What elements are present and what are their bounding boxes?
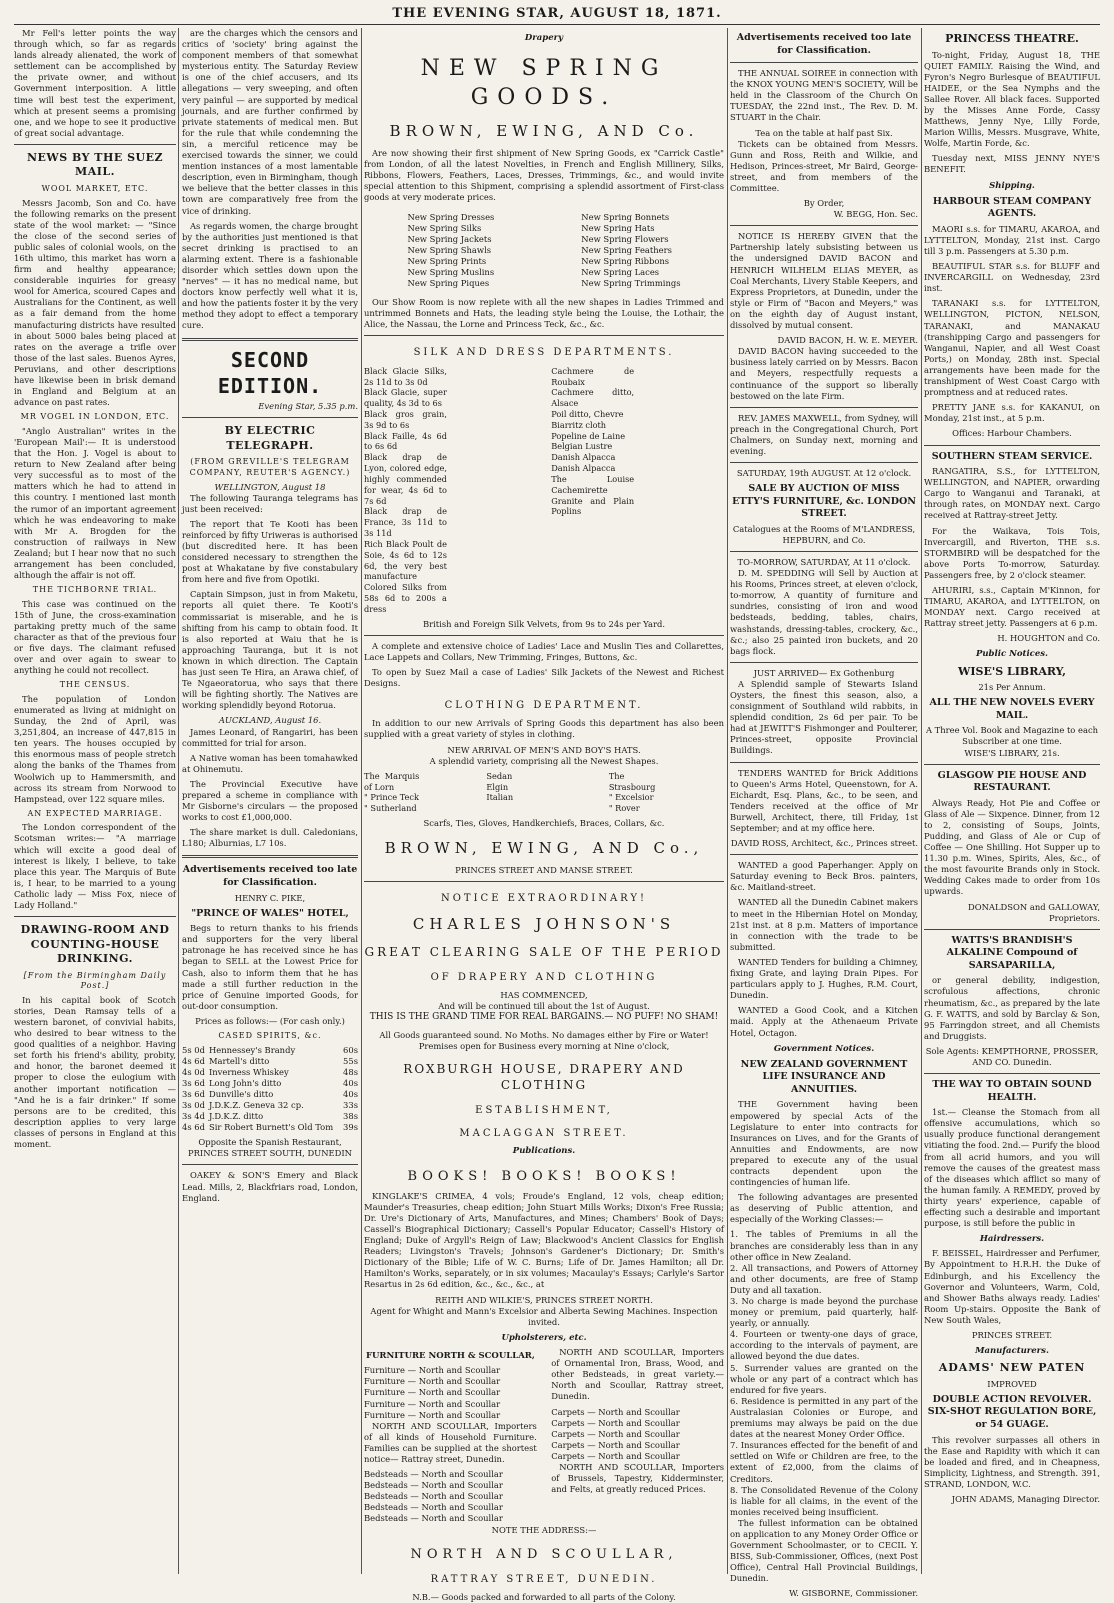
subheading: WOOL MARKET, ETC. (41, 183, 149, 193)
masthead-rule (14, 24, 1100, 25)
divider (730, 551, 918, 552)
goods-list-item: New Spring Flowers (581, 233, 669, 244)
furniture-ads-right (551, 1347, 724, 1525)
column-1 (14, 28, 176, 1574)
prices-heading: Prices as follows:— (For cash only.) (195, 1015, 345, 1026)
column-rule (921, 28, 922, 1574)
telegram-paragraph: The report that Te Kooti has been reinforced by fifty Uriweras is authorised (but discredited here. It has been considered necessary to strengthen the post at Whakatane by five constabulary from here and five from Opotiki. (182, 518, 358, 585)
bedsteads-list-item: Bedsteads — North and Scoullar (364, 1513, 503, 1524)
column-4 (730, 28, 918, 1599)
price-value: 39s (343, 1122, 358, 1133)
divider (730, 225, 918, 226)
divider (924, 764, 1100, 765)
price-item: Sir Robert Burnett's Old Tom (208, 1122, 334, 1133)
article-paragraph: This case was continued on the 15th of June, the cross-examination partaking pretty much of the same character as that of the previous four or five days. The claimant refused over and over again to swear to anything he could not recollect. (14, 598, 176, 676)
ad-headline: PRINCESS THEATRE. (945, 32, 1079, 45)
ad-line: 21s Per Annum. (978, 682, 1046, 693)
divider (730, 854, 918, 855)
goods-list (364, 212, 724, 290)
ad-line: ESTABLISHMENT, (475, 1104, 613, 1116)
silk-list-item: Cachmere ditto, Alsace (551, 387, 635, 409)
section-label: Shipping. (989, 180, 1035, 191)
price-value: 3s 0d (182, 1099, 205, 1110)
ad-paragraph: Are now showing their first shipment of New Spring Goods, ex "Carrick Castle" from London, of all the latest Novelties, in French and English Millinery, Silks, Ribbons, Flowers, Feathers, Laces, Dresses, Trimmings, &c., and would invite special attention to this Shipment, comprising a splendid assortment of First-class goods at very moderate prices. (364, 148, 724, 203)
advantage-item: 3. No charge is made beyond the purchase money or premium, paid quarterly, half-yearly, or annually. (730, 1296, 918, 1329)
signature: H. HOUGHTON and Co. (997, 633, 1100, 644)
divider (182, 417, 358, 418)
divider (924, 445, 1100, 446)
ad-line: REITH AND WILKIE'S, PRINCES STREET NORTH. (435, 1294, 653, 1305)
ad-line: IMPROVED (987, 1378, 1037, 1389)
ad-headline: DOUBLE ACTION REVOLVER. SIX-SHOT REGULATION BORE, or 54 GUAGE. (927, 1393, 1097, 1431)
ad-headline: SOUTHERN STEAM SERVICE. (931, 450, 1093, 462)
ad-headline: ALL THE NEW NOVELS EVERY MAIL. (929, 697, 1095, 721)
furniture-list-item: Furniture — North and Scoullar (364, 1409, 501, 1420)
price-value: 5s 0d (182, 1044, 205, 1055)
price-row (182, 1045, 358, 1056)
signature: DONALDSON and GALLOWAY, Proprietors. (968, 901, 1100, 923)
furniture-list (364, 1365, 537, 1420)
goods-list-item: New Spring Dresses (407, 211, 495, 222)
price-row (182, 1100, 358, 1111)
ad-paragraph: NORTH AND SCOULLAR, Importers of Ornamental Iron, Brass, Wood, and other Bedsteads, in great variety.— North and Scoullar, Rattray street, Dunedin. (551, 1347, 724, 1402)
edition-time: Evening Star, 5.35 p.m. (258, 401, 358, 412)
ad-line: Tea on the table at half past Six. (755, 127, 893, 138)
price-value: 33s (343, 1099, 358, 1110)
article-paragraph: The London correspondent of the Scotsman writes:— "A marriage which will excite a good deal of interest is likely, I believe, to take place this year. The Marquis of Bute is, I hear, to be married to a young Catholic lady — Miss Fox, niece of Lady Holland." (14, 822, 176, 911)
ad-paragraph: NOTICE IS HEREBY GIVEN that the Partnership lately subsisting between us the undersigned DAVID BACON and HENRICH WILHELM ELIAS MEYER, as Coal Merchants, Livery Stable Keepers, and Express Proprietors, at Dunedin, under the style or Firm of "Bacon and Meyers," was on the eighth day of August instant, dissolved by mutual consent. (730, 231, 918, 331)
ad-line: NOTE THE ADDRESS:— (491, 1524, 597, 1535)
article-paragraph: The population of London enumerated as living at midnight on Sunday, the 2nd of April, was 3,251,804, an increase of 447,815 in ten years. The houses occupied by this enormous mass of people stretch along the banks of the Thames from Woolwich up to Hammersmith, and across its stream from Norwood to Hampstead, over 122 square miles. (14, 693, 176, 804)
bedsteads-list-item: Bedsteads — North and Scoullar (364, 1502, 503, 1513)
section-label: Upholsterers, etc. (501, 1332, 587, 1343)
ad-paragraph: PRETTY JANE s.s. for KAKANUI, on Monday, 21st inst., at 5 p.m. (924, 402, 1100, 424)
bedsteads-list-item: Bedsteads — North and Scoullar (364, 1491, 503, 1502)
advantage-item: 5. Surrender values are granted on the whole or any part of a contract which has endured for five years. (730, 1362, 918, 1395)
price-item: J.D.K.Z. ditto (208, 1111, 264, 1122)
advantage-item: 7. Insurances effected for the benefit of and settled on Wife or Children are free, to the extent of £2,000, from the claims of Creditors. (730, 1440, 918, 1484)
prices-subheading: CASED SPIRITS, &c. (218, 1030, 322, 1040)
ad-paragraph: The following advantages are presented as deserving of Public attention, and especially of the Working Classes:— (730, 1192, 918, 1225)
advantage-item: 1. The tables of Premiums in all the branches are considerably less than in any other office in New Zealand. (730, 1229, 918, 1262)
section-label: Hairdressers. (979, 1234, 1045, 1245)
silk-list-item: Black Glacie, super quality, 4s 3d to 6s (364, 387, 447, 409)
ad-headline: NEW SPRING GOODS. (420, 56, 668, 111)
ad-paragraph: F. BEISSEL, Hairdresser and Perfumer, By Appointment to H.R.H. the Duke of Edinburgh, and his Excellency the Governor and Volunteers, Warm, Cold, and Shower Baths always ready. Ladies' Room Up-stairs. Opposite the Bank of New South Wales, (924, 1248, 1100, 1325)
ad-line: Scarfs, Ties, Gloves, Handkerchiefs, Braces, Collars, &c. (423, 818, 665, 829)
silk-list-item: Biarritz cloth (551, 419, 607, 430)
bedsteads-list-item: Bedsteads — North and Scoullar (364, 1480, 503, 1491)
price-item: Dunville's ditto (208, 1088, 274, 1099)
ad-line: OF DRAPERY AND CLOTHING (430, 971, 658, 983)
goods-list-item: New Spring Feathers (581, 244, 672, 255)
ad-line: A splendid variety, comprising all the Newest Shapes. (429, 755, 659, 766)
ad-paragraph: Tuesday next, MISS JENNY NYE'S BENEFIT. (924, 153, 1100, 175)
column-rule (727, 28, 728, 1574)
silk-list-item: Cachmere de Roubaix (551, 365, 635, 387)
ad-headline: GLASGOW PIE HOUSE AND RESTAURANT. (937, 769, 1087, 794)
divider (730, 462, 918, 463)
hats-list-item: Sedan (486, 770, 513, 781)
divider (14, 144, 176, 145)
ad-paragraph: WANTED a Good Cook, and a Kitchen maid. Apply at the Athenaeum Private Hotel, Octagon. (730, 1005, 918, 1038)
furniture-ads-left (364, 1347, 537, 1525)
article-paragraph: As regards women, the charge brought by the authorities just mentioned is that secret drinking is practised to an alarming extent. There is a fashionable disorder which settles down upon the "nerves" — it has no medical name, but doctors know perfectly well what it is, and how the patients foster it by the very method they adopt to effect a temporary cure. (182, 220, 358, 331)
signature: DAVID ROSS, Architect, &c., Princes street. (730, 838, 918, 849)
silk-list-item: Black Faille, 4s 6d to 6s 6d (364, 430, 447, 452)
ad-paragraph: Always Ready, Hot Pie and Coffee or Glass of Ale — Sixpence. Dinner, from 12 to 2, consisting of Soups, Joints, Pudding, and Glass of Ale or Cup of Coffee — One Shilling. Hot Supper up to 11.30 p.m. Wines, Spirits, Ales, &c., of the most favourite Brands only in Stock. Wedding Cakes made to order from 10s upwards. (924, 797, 1100, 897)
goods-list-item: New Spring Muslins (407, 267, 495, 278)
ad-line: Agent for Whight and Mann's Excelsior and Alberta Sewing Machines. Inspection invited. (370, 1305, 718, 1327)
ad-paragraph: This revolver surpasses all others in the Ease and Rapidity with which it can be loaded and fired, and in Cheapness, Simplicity, Lightness, and Strength. 391, STRAND, LONDON, W.C. (924, 1434, 1100, 1489)
article-paragraph: In his capital book of Scotch stories, Dean Ramsay tells of a western baronet, of convivial habits, who desired to bear witness to the good qualities of a neighbor. Having set forth his friend's ability, probity, and honor, the baronet deemed it proper to close the eulogium with another important notification — "And he is a fair drinker." If some persons are to be credited, this description applies to very large classes of persons in England at this moment. (14, 994, 176, 1149)
section-heading: DRAWING-ROOM AND COUNTING-HOUSE DRINKING. (20, 923, 170, 966)
firm-address: RATTRAY STREET, DUNEDIN. (430, 1573, 658, 1585)
article-paragraph: "Anglo Australian" writes in the 'European Mail':— It is understood that the Hon. J. Vogel is about to return to New Zealand after being very successful as to most of the matters which he had to attend in this country. I mentioned last month the rumor of an important agreement which he was endeavoring to make with Mr A. Brogden for the construction of railways in New Zealand; but I hear now that no such arrangement has been concluded, although the affair is not off. (14, 425, 176, 581)
section-label: Drapery (524, 33, 564, 43)
hats-list-column (486, 771, 601, 814)
ad-headline: WATTS'S BRANDISH'S ALKALINE Compound of SARSAPARILLA, (946, 934, 1078, 971)
ad-line: A Three Vol. Book and Magazine to each Subscriber at one time. (925, 725, 1099, 747)
ads-heading: Advertisements received too late for Classification. (736, 32, 912, 56)
divider (182, 855, 358, 858)
second-edition-heading: SECOND EDITION. (217, 347, 323, 398)
price-value: 40s (343, 1088, 358, 1099)
section-label: Public Notices. (975, 649, 1049, 660)
telegram-paragraph: James Leonard, of Rangariri, has been committed for trial for arson. (182, 726, 358, 748)
ad-line: MACLAGGAN STREET. (459, 1128, 629, 1140)
ad-paragraph: 1st.— Cleanse the Stomach from all offensive accumulations, which so usually produce functional derangement vitiating the food. 2nd.— Purify the blood from all acrid humors, and you will remove the causes of the greatest mass of the diseases which afflict so many of the human family. A REMEDY, proved by thirty years' experience, capable of effecting such a desirable and important purpose, is still before the public in (924, 1107, 1101, 1229)
carpets-list-item: Carpets — North and Scoullar (551, 1450, 680, 1461)
goods-list-right (581, 212, 680, 290)
silk-list-item: Granite and Plain Poplins (551, 495, 635, 517)
advertiser-name: HENRY C. PIKE, (234, 892, 306, 903)
divider (730, 662, 918, 663)
signature: W. BEGG, Hon. Sec. (833, 209, 918, 220)
ad-line: NEW ARRIVAL OF MEN'S AND BOY'S HATS. (447, 744, 641, 755)
price-value: 3s 6d (182, 1077, 205, 1088)
carpets-list-item: Carpets — North and Scoullar (551, 1439, 680, 1450)
ad-headline: FURNITURE NORTH & SCOULLAR, (365, 1351, 535, 1362)
ad-paragraph: WANTED all the Dunedin Cabinet makers to meet in the Hibernian Hotel on Monday, 21st inst. at 8 p.m. Matters of importance in connection with the trade to be submitted. (730, 897, 918, 952)
hats-list-column (364, 771, 479, 814)
carpets-list-item: Carpets — North and Scoullar (551, 1406, 680, 1417)
ad-line: WISE'S LIBRARY, 21s. (964, 747, 1060, 758)
ad-headline: THE WAY TO OBTAIN SOUND HEALTH. (932, 1079, 1092, 1103)
ad-headline: SALE BY AUCTION OF MISS ETTY'S FURNITURE, &c. LONDON STREET. (732, 483, 916, 520)
column-rule (361, 28, 362, 1574)
ad-paragraph: KINGLAKE'S CRIMEA, 4 vols; Froude's England, 12 vols, cheap edition; Maunder's Treasuries, cheap edition; John Stuart Mills Works; Dixon's Free Russia; Dr. Ure's Dictionary of Arts, Manufactures, and Mines; Chambers' Book of Days; Cassell's Biographical Dictionary; Cassell's Popular Educator; Cassell's History of England; Duke of Argyll's Reign of Law; Blackwood's Ancient Classics for English Readers; Livingston's Travels; Johnson's Gardener's Dictionary; Dr. Smith's Dictionary of the Bible; Life of W. C. Burns; Life of Dr. James Hamilton; all Dr. Hamilton's Works, separately, or in six volumes; Macaulay's Essays; Carlyle's Sartor Resartus in 2s 6d edition, &c., &c., &c., at (364, 1190, 724, 1290)
price-value: 4s 0d (182, 1066, 205, 1077)
ad-paragraph: REV. JAMES MAXWELL, from Sydney, will preach in the Congregational Church, Port Chalmers, on Sunday next, morning and evening. (730, 412, 918, 456)
goods-list-item: New Spring Hats (581, 222, 655, 233)
telegram-paragraph: The following Tauranga telegrams has just been received: (182, 492, 358, 514)
hotel-name: "PRINCE OF WALES" HOTEL, (191, 907, 349, 919)
goods-list-item: New Spring Silks (407, 222, 482, 233)
ad-line: HAS COMMENCED, (500, 990, 588, 1001)
dateline: WELLINGTON, August 18 (214, 481, 326, 492)
divider (182, 338, 358, 341)
ad-paragraph: For the Waikava, Tois Tois, Invercargill, and Riverton, THE s.s. STORMBIRD will be despatched for the above Ports To-morrow, Saturday. Passengers free, by 2 o'clock steamer. (924, 525, 1100, 580)
silk-list-left (364, 366, 537, 615)
ad-line: By Order, (803, 198, 845, 209)
furniture-ads (364, 1347, 724, 1525)
ad-paragraph: To-night, Friday, August 18, THE QUIET FAMILY. Raising the Wind, and Fyron's Negro Burlesque of BEAUTIFUL HAIDEE, or the Sea Nymphs and the Sallee Rover. All black faces. Supported by the Misses Anne Forde, Cassy Matthews, Jenny Nye, Lilly Forde, Marion Willis, Messrs. Musgrave, White, Wolfe, Martin Forde, &c. (924, 49, 1100, 149)
price-value: 38s (343, 1111, 358, 1122)
carpets-list (551, 1407, 724, 1462)
masthead: THE EVENING STAR, AUGUST 18, 1871. (392, 6, 722, 21)
silk-list-item: Black drap de France, 3s 11d to 3s 11d (364, 506, 447, 539)
firm-address: PRINCES STREET AND MANSE STREET. (455, 864, 633, 875)
signature: DAVID BACON, H. W. E. MEYER. (777, 335, 918, 346)
divider (182, 1164, 358, 1165)
bedsteads-list (364, 1469, 537, 1524)
ad-headline: NEW ZEALAND GOVERNMENT LIFE INSURANCE AND ANNUITIES. (740, 1058, 908, 1095)
advantage-item: 6. Residence is permitted in any part of the Australasian Colonies or Europe, and premiums may always be paid on the due dates at the nearest Money Order Office. (730, 1395, 918, 1440)
column-5 (924, 28, 1100, 1574)
silk-list-item: Black drap de Lyon, colored edge, highly commended for wear, 4s 6d to 7s 6d (364, 452, 447, 506)
price-item: Inverness Whiskey (208, 1066, 289, 1077)
advantage-item: 2. All transactions, and Powers of Attorney and other documents, are free of Stamp Duty and all taxation. (730, 1262, 918, 1295)
price-value: 60s (343, 1044, 358, 1055)
price-row (182, 1078, 358, 1089)
silk-list-item: Belgian Lustre (551, 441, 613, 452)
divider (364, 881, 724, 882)
silk-list-item: The Louise Cachemirette (551, 473, 635, 495)
hats-list-item: The Marquis of Lorn (364, 770, 420, 792)
subheading: MR VOGEL IN LONDON, ETC. (20, 412, 170, 422)
ad-line: British and Foreign Silk Velvets, from 9s to 24s per Yard. (422, 618, 666, 629)
section-label: Government Notices. (773, 1043, 875, 1054)
carpets-list-item: Carpets — North and Scoullar (551, 1428, 680, 1439)
section-heading: NEWS BY THE SUEZ MAIL. (26, 150, 164, 179)
divider (364, 635, 724, 636)
ad-headline: ROXBURGH HOUSE, DRAPERY AND CLOTHING (403, 1062, 685, 1093)
divider (730, 407, 918, 408)
hats-list-item: Italian (486, 792, 514, 803)
source-line: [From the Birmingham Daily Post.] (23, 970, 167, 991)
goods-list-item: New Spring Laces (581, 267, 660, 278)
hats-list-item: " Rover (608, 803, 640, 814)
ad-paragraph: WANTED Tenders for building a Chimney, fixing Grate, and laying Drain Pipes. For particulars apply to J. Hughes, R.M. Court, Dunedin. (730, 956, 918, 1001)
ad-line: TO-MORROW, SATURDAY, At 11 o'clock. (737, 556, 911, 567)
hats-list-item: " Sutherland (364, 803, 417, 814)
goods-list-item: New Spring Piques (407, 278, 490, 289)
ad-headline: CHARLES JOHNSON'S (412, 915, 676, 934)
advantages-list (730, 1229, 918, 1517)
column-3 (364, 28, 724, 1603)
carpets-list-item: Carpets — North and Scoullar (551, 1417, 680, 1428)
department-heading: CLOTHING DEPARTMENT. (444, 700, 644, 712)
goods-list-item: New Spring Jackets (407, 233, 492, 244)
ad-paragraph: THE Government having been empowered by special Acts of the Legislature to enter into contracts for Insurances on Lives, and for the Grants of Annuities and Endowments, are now prepared to execute any of the usual contracts dependent upon the contingencies of human life. (730, 1099, 918, 1188)
firm-name: BROWN, EWING, AND Co., (384, 839, 704, 858)
divider (14, 916, 176, 917)
price-value: 40s (343, 1077, 358, 1088)
ad-paragraph: MAORI s.s. for TIMARU, AKAROA, and LYTTELTON, Monday, 21st inst. Cargo till 3 p.m. Passengers at 5.30 p.m. (924, 223, 1100, 257)
silk-list-item: Black Glacie Silks, 2s 11d to 3s 0d (364, 365, 447, 387)
silk-list-item: Poil ditto, Chevre (551, 408, 624, 419)
subheading: THE CENSUS. (59, 680, 131, 690)
firm-name: NORTH AND SCOULLAR, (410, 1546, 678, 1562)
hats-list-item: " Prince Teck (364, 792, 419, 803)
firm-name: BROWN, EWING, AND Co. (389, 122, 699, 141)
ad-line: JUST ARRIVED— Ex Gothenburg (753, 667, 895, 678)
ad-line: SATURDAY, 19th AUGUST. At 12 o'clock. (736, 468, 912, 479)
ad-headline: GREAT CLEARING SALE OF THE PERIOD (364, 945, 724, 960)
price-row (182, 1089, 358, 1100)
ad-paragraph: WANTED a good Paperhanger. Apply on Saturday evening to Beck Bros. painters, &c. Maitland-street. (730, 860, 918, 893)
ad-headline: BOOKS! BOOKS! BOOKS! (407, 1168, 681, 1184)
price-value: 4s 6d (182, 1122, 205, 1133)
ad-paragraph: RANGATIRA, S.S., for LYTTELTON, WELLINGTON, and NAPIER, orwarding Cargo to Wanganui and Taranaki, at through rates, on MONDAY next. Cargo received at Rattray-street Jetty. (924, 466, 1100, 521)
goods-list-item: New Spring Ribbons (581, 255, 670, 266)
source-line: (FROM GREVILLE'S TELEGRAM COMPANY, REUTER'S AGENCY.) (189, 457, 351, 477)
goods-list-left (407, 212, 494, 290)
price-item: Hennessey's Brandy (208, 1044, 296, 1055)
price-row (182, 1122, 358, 1133)
price-item: Long John's ditto (208, 1077, 282, 1088)
goods-list-item: New Spring Prints (407, 255, 487, 266)
price-value: 3s 4d (182, 1111, 205, 1122)
ad-paragraph: TENDERS WANTED for Brick Additions to Queen's Arms Hotel, Queenstown, for A. Eichardt, Esq. Plans, &c., to be seen, and Tenders received at the office of Mr Burwell, Architect, there, till Friday, 1st September; and at my office here. (730, 767, 918, 833)
ad-paragraph: TARANAKI s.s. for LYTTELTON, WELLINGTON, PICTON, NELSON, TARANAKI, and MANAKAU (transhipping Cargo and passengers for Wanganui, Napier, and all West Coast Ports,) on Monday, 28th inst. Special arrangements have been made for the transhipment of West Coast Cargo with promptness and at reduced rates. (924, 298, 1100, 398)
telegram-paragraph: Captain Simpson, just in from Maketu, reports all quiet there. Te Kooti's commissariat is miserable, and he is shifting from his camp to obtain food. It is also reported at Waiu that he is approaching Tauranga, but it is not known in which direction. The Captain has just seen Te Hira, an Arawa chief, of Te Ngaeoratorua, who says that there will be fighting shortly. The Natives are working splendidly beyond Rotorua. (182, 589, 358, 711)
section-label: Manufacturers. (975, 1346, 1049, 1357)
silk-list-item: Popeline de Laine (551, 430, 626, 441)
price-value: 48s (343, 1066, 358, 1077)
silk-list-right (551, 366, 724, 615)
section-label: Publications. (512, 1146, 576, 1157)
ad-line: Offices: Harbour Chambers. (952, 428, 1072, 439)
hats-list-item: The Strasbourg (608, 770, 656, 792)
department-heading: SILK AND DRESS DEPARTMENTS. (413, 347, 675, 359)
ad-headline: ADAMS' NEW PATEN (938, 1361, 1086, 1375)
price-row (182, 1111, 358, 1122)
goods-list-item: New Spring Bonnets (581, 211, 670, 222)
ad-paragraph: A Splendid sample of Stewarts Island Oysters, the finest this season, also, a consignment of Southland wild rabbits, in splendid condition, 2s 6d per pair. To be had at JEWITT'S Fishmonger and Poulterer, Princes-street, opposite Provincial Buildings. (730, 678, 918, 756)
price-row (182, 1056, 358, 1067)
ad-headline: NOTICE EXTRAORDINARY! (440, 893, 648, 905)
advantage-item: 8. The Consolidated Revenue of the Colony is liable for all claims, in the event of the monies received being insufficient. (730, 1484, 918, 1517)
price-value: 55s (343, 1055, 358, 1066)
ad-paragraph: BEAUTIFUL STAR s.s. for BLUFF and INVERCARGILL on Wednesday, 23rd inst. (924, 261, 1100, 294)
subheading: THE TICHBORNE TRIAL. (32, 585, 158, 595)
divider (924, 929, 1100, 930)
price-item: Martell's ditto (208, 1055, 270, 1066)
ad-paragraph: Tickets can be obtained from Messrs. Gunn and Ross, Reith and Wilkie, and Hedison, Princes-street, Mr Baird, George-street, and from members of the Committee. (730, 138, 918, 193)
ad-paragraph: or general debility, indigestion, scrofulous affections, chronic rheumatism, &c., as prepared by the late G. F. WATTS, and sold by Barclay & Son, 95 Farringdon street, and all Chemists and Druggists. (924, 975, 1100, 1041)
telegram-paragraph: A Native woman has been tomahawked at Ohinemutu. (182, 752, 358, 774)
ad-paragraph: NORTH AND SCOULLAR, Importers of all kinds of Household Furniture. Families can be supplied at the shortest notice— Rattray street, Dunedin. (364, 1420, 537, 1465)
divider (924, 1073, 1100, 1074)
ads-heading: Advertisements received too late for Classification. (182, 864, 358, 888)
furniture-list-item: Furniture — North and Scoullar (364, 1387, 501, 1398)
goods-list-item: New Spring Shawls (407, 244, 492, 255)
dateline: AUCKLAND, August 16. (218, 715, 322, 726)
ad-paragraph: D. M. SPEDDING will Sell by Auction at his Rooms, Princes street, at eleven o'clock, to-morrow, A quantity of furniture and sundries, consisting of iron and wood bedsteads, bedding, tables, chairs, washstands, dressing-tables, crockery, &c., &c.; also 25 painted iron buckets, and 20 bags flock. (730, 568, 918, 656)
divider (364, 335, 724, 336)
signature: JOHN ADAMS, Managing Director. (951, 1494, 1100, 1505)
price-item: J.D.K.Z. Geneva 32 cp. (208, 1099, 304, 1110)
signature: W. GISBORNE, Commissioner. (789, 1588, 918, 1599)
ad-paragraph: A complete and extensive choice of Ladies' Lace and Muslin Ties and Collarettes, Lace Lappets and Collars, New Trimming, Fringes, Buttons, &c. (364, 640, 724, 662)
ad-line: Sole Agents: KEMPTHORNE, PROSSER, AND CO. Dunedin. (925, 1045, 1099, 1067)
ad-paragraph: Begs to return thanks to his friends and supporters for the very liberal patronage he has received since he has began to SELL at the Lowest Price for Cash, also to inform them that he has made a still further reduction in the price of Genuine imported Goods, for out-door consumption. (182, 923, 358, 1011)
hats-list-item: " Excelsior (608, 792, 654, 803)
ad-headline: WISE'S LIBRARY, (958, 664, 1066, 678)
ad-paragraph: THE ANNUAL SOIREE in connection with the KNOX YOUNG MEN'S SOCIETY, Will be held in the Classroom of the Church On TUESDAY, the 22nd inst., The Rev. D. M. STUART in the Chair. (730, 68, 918, 123)
silk-list-item: Colored Silks from 58s 6d to 200s a dress (364, 582, 447, 614)
price-value: 4s 6d (182, 1055, 205, 1066)
article-paragraph: Mr Fell's letter points the way through which, so far as regards lands already alienated, the work of settlement can be accomplished by the private owner, and without Government interposition. A little time will best test the experiment, which at present seems a promising one, and we hope to see it productive of great social advantage. (14, 28, 176, 138)
ad-line: Premises open for Business every morning at Nine o'clock, (418, 1041, 670, 1052)
price-list (182, 1045, 358, 1134)
hats-list-column (609, 771, 724, 814)
location-line: PRINCES STREET SOUTH, DUNEDIN (187, 1148, 353, 1159)
ad-line: THIS IS THE GRAND TIME FOR REAL BARGAINS.— NO PUFF! NO SHAM! (369, 1012, 719, 1023)
ad-line: PRINCES STREET. (971, 1330, 1053, 1341)
article-paragraph: Messrs Jacomb, Son and Co. have the following remarks on the present state of the wool market: — "Since the close of the second series of public sales of colonial wools, on the 16th ultimo, this market has worn a firm and healthy appearance; considerable inquiries for greasy wool for America, scoured Capes and Australians for the Continent, as well as a fair demand from the home manufacturing districts have resulted in about 5000 bales being placed at rates on the average a trifle over those of the last sales. Buenos Ayres, Peruvians, and other descriptions have likewise been in brisk demand in England and Belgium at an advance on past rates. (14, 197, 176, 408)
ad-line: And will be continued till about the 1st of August. (438, 1001, 650, 1012)
ad-line: Catalogues at the Rooms of M'LANDRESS, HEPBURN, and Co. (732, 523, 916, 545)
silk-list-item: Rich Black Poult de Soie, 4s 6d to 12s 6d, the very best manufacture (364, 538, 447, 582)
hats-list-item: Elgin (486, 781, 509, 792)
furniture-list-item: Furniture — North and Scoullar (364, 1376, 501, 1387)
ad-line: N.B.— Goods packed and forwarded to all parts of the Colony. (412, 1592, 676, 1603)
silk-list-item: Danish Alpacca (551, 463, 616, 474)
location-line: Opposite the Spanish Restaurant, (198, 1137, 342, 1148)
price-row (182, 1067, 358, 1078)
ad-paragraph: The fullest information can be obtained on application to any Money Order Office or Government Schoolmaster, or to CECIL Y. BISS, Sub-Commissioner, Offices, (next Post Office), Central Hall Provincial Buildings, Dunedin. (730, 1517, 918, 1584)
article-paragraph: are the charges which the censors and critics of 'society' bring against the component members of that somewhat mysterious entity. The Saturday Review is one of the chief accusers, and its allegations — very sweeping, and often very painful — are supported by medical journals, and are further confirmed by private statements of medical men. But for the rule that while condemning the sin, a merciful reticence may be exercised towards the sinner, we could mention instances of a most lamentable description, even in Birmingham, though we believe that the better classes in this town are comparatively free from the vice of drinking. (182, 28, 358, 216)
furniture-list-item: Furniture — North and Scoullar (364, 1365, 501, 1376)
ad-paragraph: OAKEY & SON'S Emery and Black Lead. Mills, 2, Blackfriars road, London, England. (182, 1170, 358, 1203)
ad-paragraph: DAVID BACON having succeeded to the business lately carried on by Messrs. Bacon and Meyers, respectfully requests a continuance of the support so liberally bestowed on the late Firm. (730, 346, 918, 401)
hats-list (364, 771, 724, 814)
subheading: AN EXPECTED MARRIAGE. (27, 808, 163, 818)
advantage-item: 4. Fourteen or twenty-one days of grace, according to the intervals of payment, are allowed beyond the due dates. (730, 1329, 918, 1362)
silk-list-item: Black gros grain, 3s 9d to 6s (364, 408, 447, 430)
furniture-list-item: Furniture — North and Scoullar (364, 1398, 501, 1409)
column-rule (178, 28, 179, 1574)
ad-paragraph: In addition to our new Arrivals of Spring Goods this department has also been supplied with a great variety of styles in clothing. (364, 718, 724, 740)
ad-paragraph: To open by Suez Mail a case of Ladies' Silk Jackets of the Newest and Richest Designs. (364, 667, 724, 689)
telegram-paragraph: The share market is dull. Caledonians, L180; Alburnias, L7 10s. (182, 827, 358, 849)
ad-headline: HARBOUR STEAM COMPANY AGENTS. (932, 195, 1092, 220)
ad-paragraph: NORTH AND SCOULLAR, Importers of Brussels, Tapestry, Kidderminster, and Felts, at greatly reduced Prices. (551, 1461, 724, 1495)
goods-list-item: New Spring Trimmings (581, 278, 681, 289)
divider (730, 762, 918, 763)
telegram-paragraph: The Provincial Executive have prepared a scheme in compliance with Mr Gisborne's circulars — the proposed works to cost £1,000,000. (182, 778, 358, 823)
ad-paragraph: AHURIRI, s.s., Captain M'Kinnon, for TIMARU, AKAROA, and LYTTELTON, on MONDAY next. Cargo received at Rattray street jetty. Passengers at 6 p.m. (924, 584, 1100, 629)
divider (730, 62, 918, 63)
price-value: 3s 6d (182, 1088, 205, 1099)
column-2 (182, 28, 358, 1574)
ad-paragraph: Our Show Room is now replete with all the new shapes in Ladies Trimmed and untrimmed Bonnets and Hats, the leading style being the Louise, the Lothair, the Alice, the Nassau, the Lorne and Princess Teck, &c., &c. (364, 297, 724, 330)
bedsteads-list-item: Bedsteads — North and Scoullar (364, 1469, 503, 1480)
silk-list-item: Danish Alpacca (551, 452, 616, 463)
section-heading: BY ELECTRIC TELEGRAPH. (224, 424, 316, 452)
silk-list (364, 366, 724, 615)
ad-line: All Goods guaranteed sound. No Moths. No damages either by Fire or Water! (379, 1030, 709, 1041)
